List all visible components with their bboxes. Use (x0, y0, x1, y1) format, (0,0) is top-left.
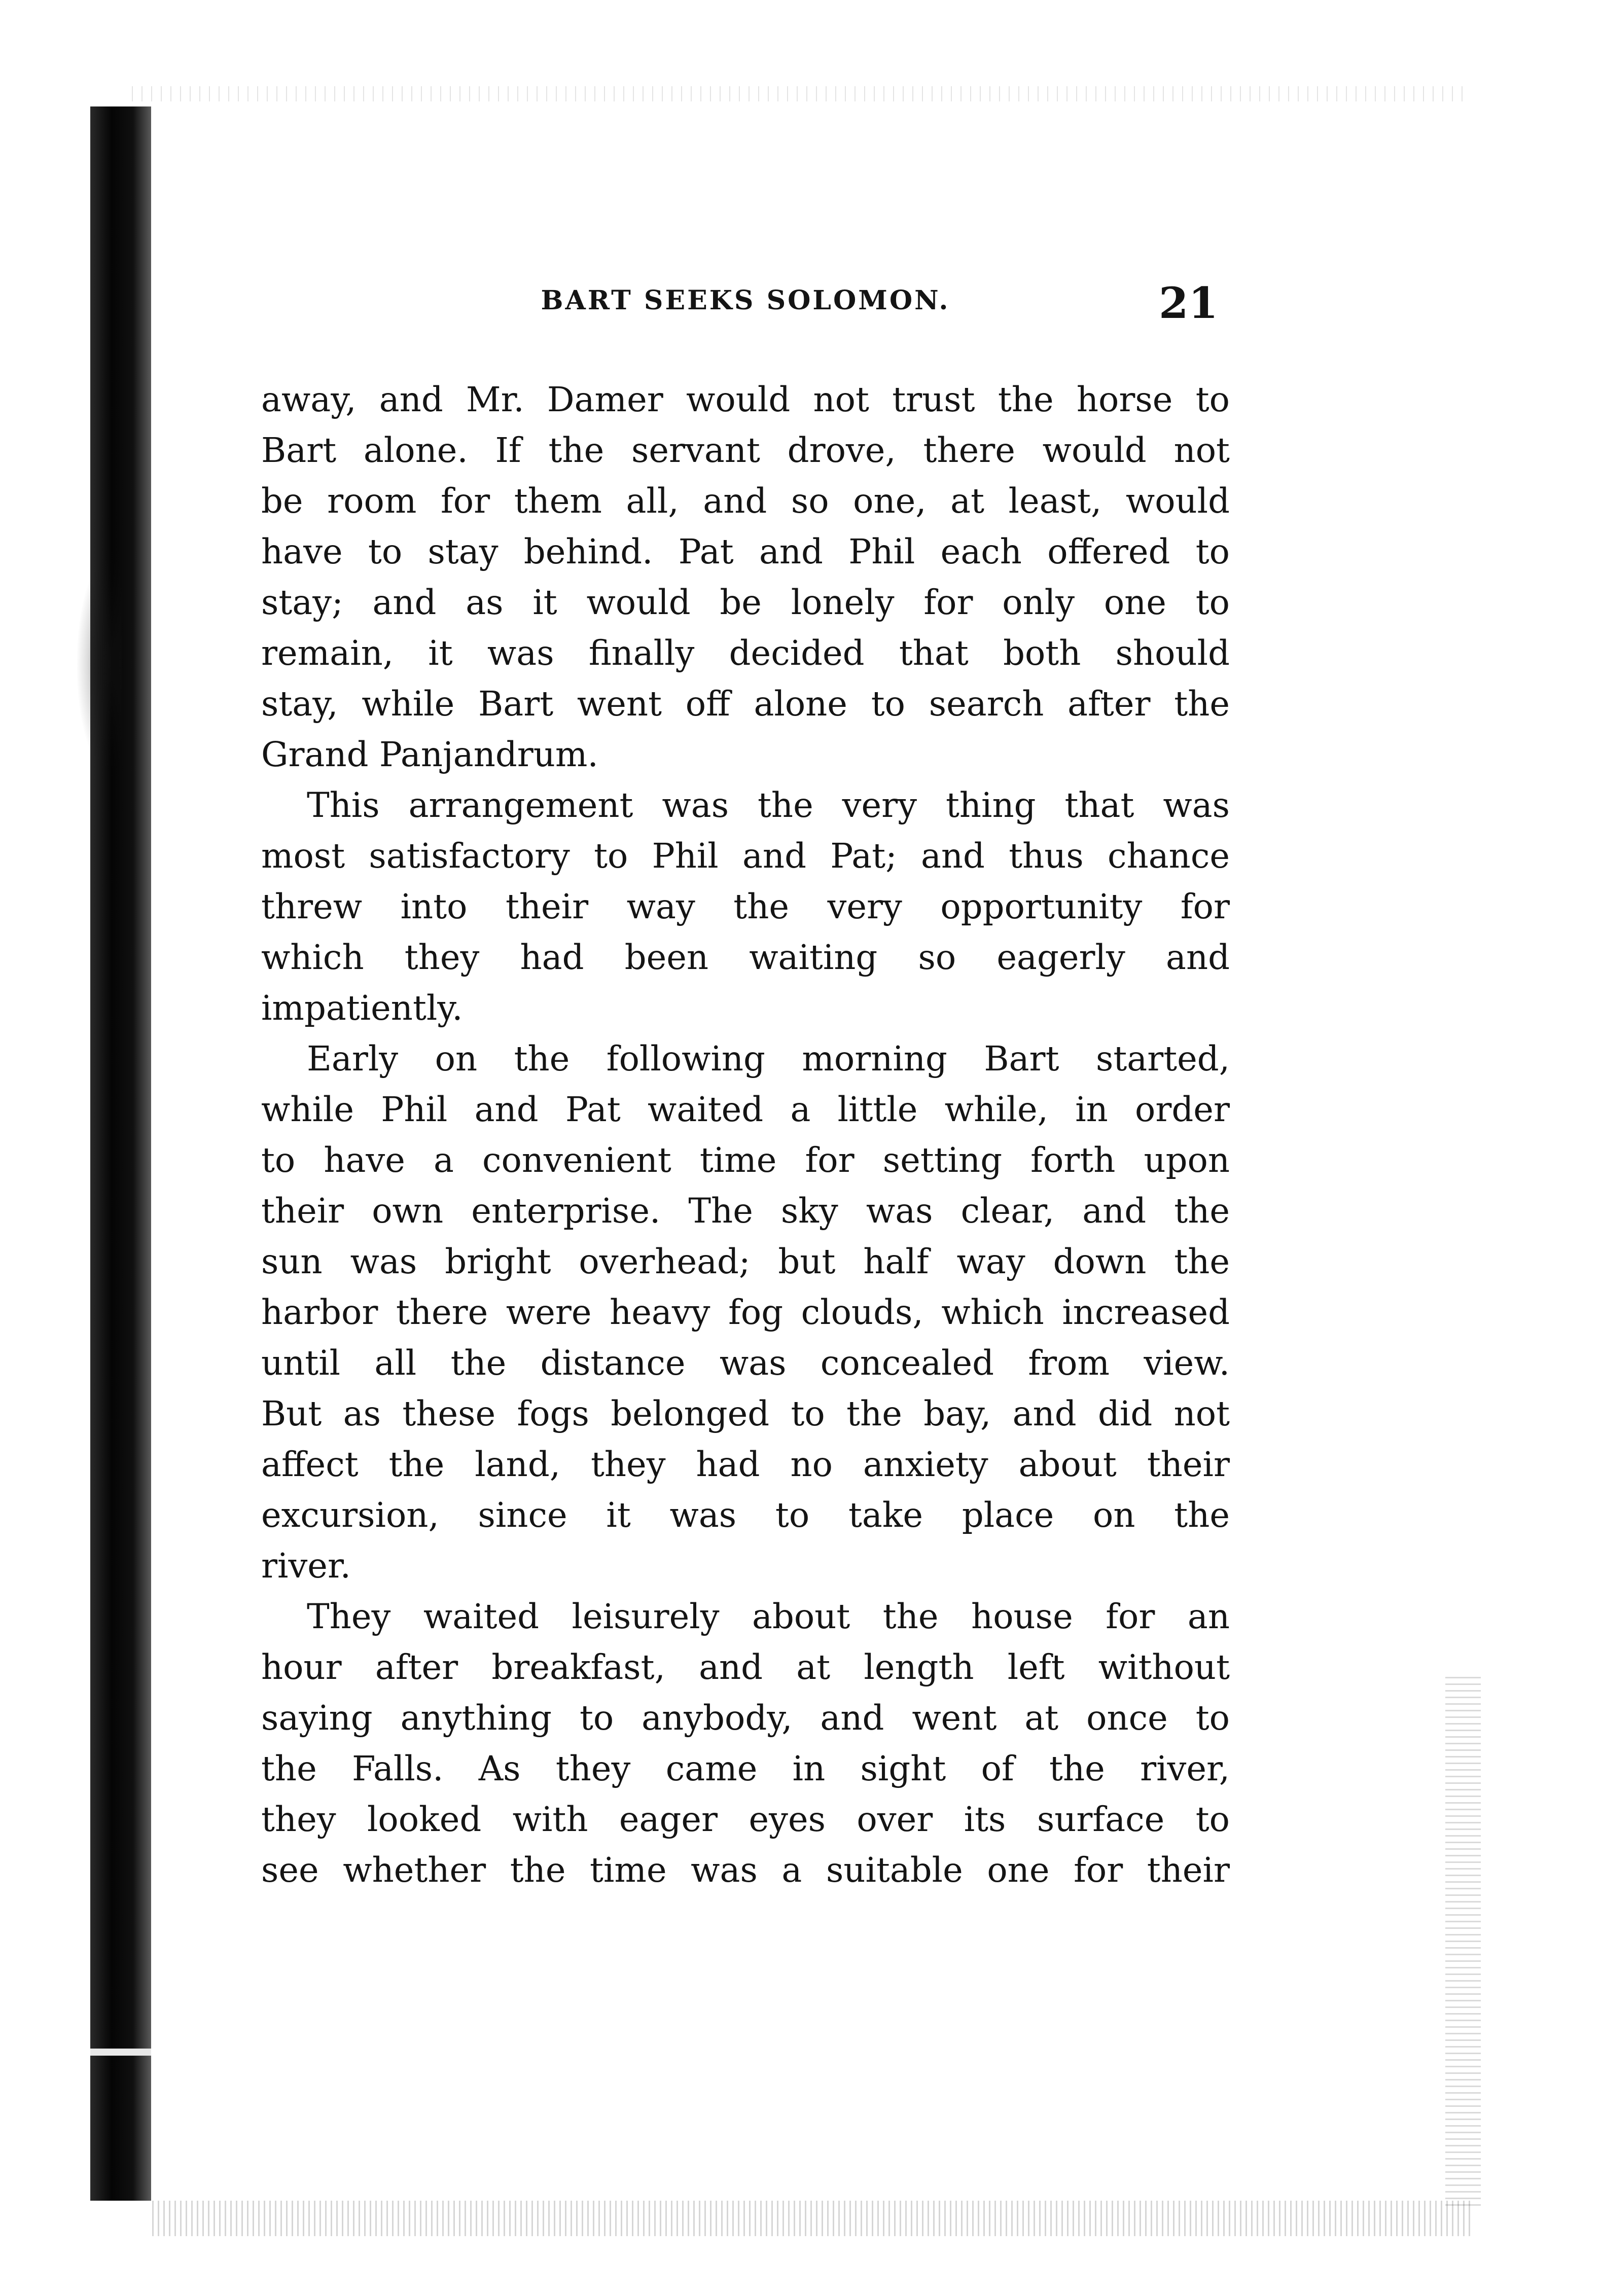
text-line: sun was bright overhead; but half way down the (261, 1242, 1230, 1281)
text-line: most satisfactory to Phil and Pat; and thus chance (261, 836, 1230, 876)
page-bottom-edge-speckle (152, 2201, 1471, 2236)
text-line: be room for them all, and so one, at least, would (261, 481, 1230, 521)
text-line: the Falls. As they came in sight of the river, (261, 1749, 1230, 1788)
text-line: Grand Panjandrum. (261, 735, 598, 774)
text-line: excursion, since it was to take place on the (261, 1495, 1230, 1535)
text-line: away, and Mr. Damer would not trust the horse to (261, 380, 1230, 419)
text-line: which they had been waiting so eagerly and (261, 938, 1230, 977)
text-line: until all the distance was concealed from view. (261, 1343, 1230, 1383)
text-line: remain, it was finally decided that both should (261, 633, 1230, 673)
binding-shadow (90, 106, 151, 2201)
text-line: threw into their way the very opportunity for (261, 887, 1230, 926)
text-line: stay; and as it would be lonely for only one to (261, 583, 1230, 622)
text-line: saying anything to anybody, and went at once to (261, 1698, 1230, 1738)
text-line: their own enterprise. The sky was clear, and the (261, 1191, 1230, 1231)
binding-scratch (90, 2049, 151, 2056)
text-line: have to stay behind. Pat and Phil each offered to (261, 532, 1230, 571)
text-line: affect the land, they had no anxiety about their (261, 1445, 1230, 1484)
text-line: they looked with eager eyes over its surface to (261, 1800, 1230, 1839)
text-line: This arrangement was the very thing that was (307, 785, 1230, 825)
text-line: hour after breakfast, and at length left without (261, 1647, 1230, 1687)
text-line: impatiently. (261, 988, 463, 1028)
text-line: They waited leisurely about the house for an (307, 1597, 1230, 1636)
page-top-edge-speckle (132, 86, 1471, 101)
text-line: stay, while Bart went off alone to search after the (261, 684, 1230, 724)
text-line: harbor there were heavy fog clouds, which increased (261, 1293, 1230, 1332)
binding-fray-mark (76, 558, 122, 771)
body-text (261, 374, 1230, 1895)
text-line: while Phil and Pat waited a little while, in order (261, 1090, 1230, 1129)
page-number: 21 (1159, 278, 1218, 328)
text-line: But as these fogs belonged to the bay, and did not (261, 1394, 1230, 1433)
text-line: river. (261, 1546, 351, 1586)
running-head: BART SEEKS SOLOMON. (541, 285, 950, 316)
page-right-edge-speckle (1445, 1673, 1481, 2206)
text-line: see whether the time was a suitable one for their (261, 1850, 1230, 1890)
text-line: to have a convenient time for setting forth upon (261, 1140, 1230, 1180)
text-line: Early on the following morning Bart started, (307, 1039, 1230, 1079)
text-line: Bart alone. If the servant drove, there would not (261, 431, 1230, 470)
